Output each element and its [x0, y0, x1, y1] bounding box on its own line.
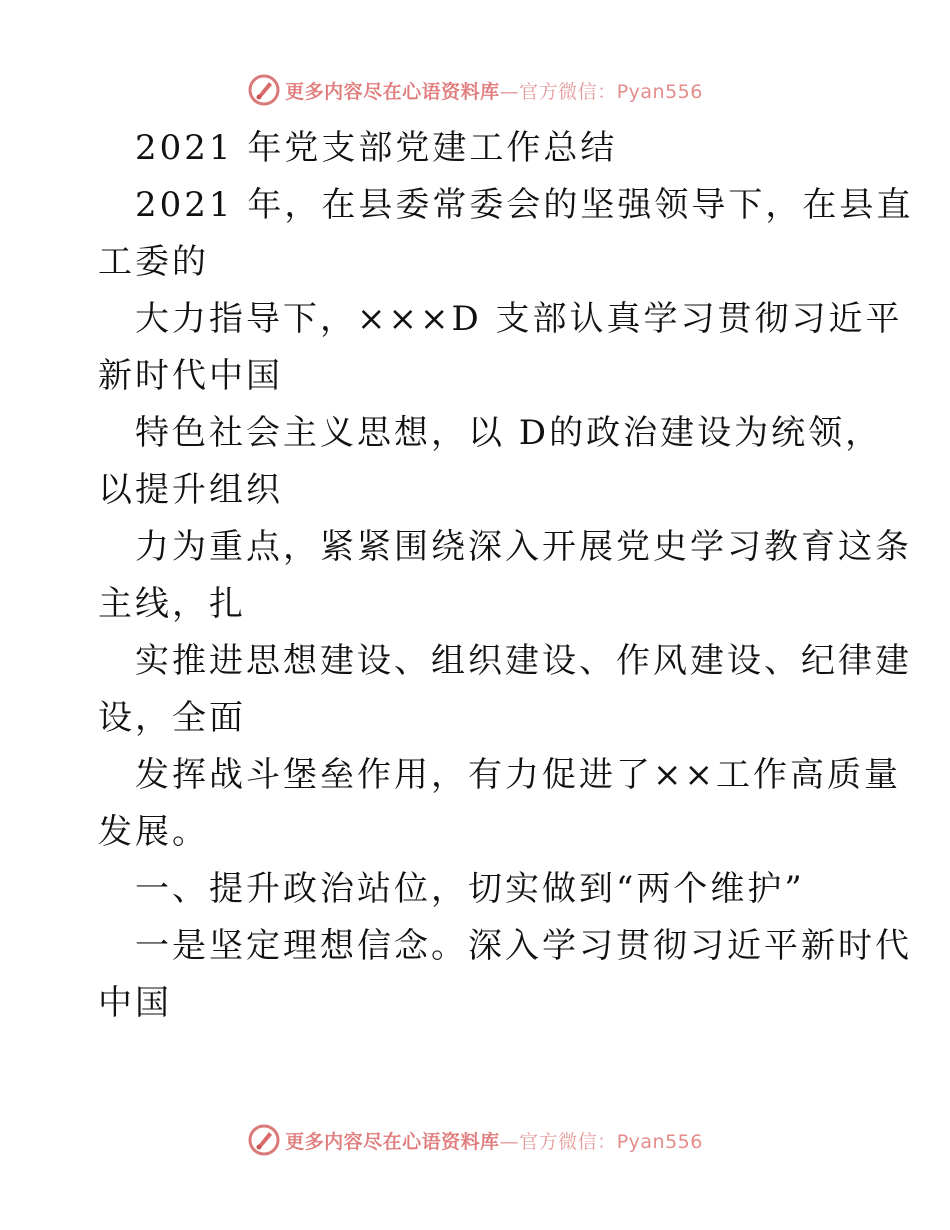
text-line: 一是坚定理想信念。深入学习贯彻习近平新时代 [135, 926, 912, 966]
text-line: 发挥战斗堡垒作用，有力促进了××工作高质量 [135, 755, 901, 795]
watermark-wechat-label: 官方微信： [519, 1130, 617, 1153]
text-line: 中国 [98, 983, 172, 1023]
text-line: 大力指导下，×××D 支部认真学习贯彻习近平 [135, 299, 903, 339]
header-watermark [0, 70, 950, 110]
brand-logo-icon [247, 1123, 281, 1157]
brand-logo-icon [247, 73, 281, 107]
text-line: 新时代中国 [98, 356, 283, 396]
text-line: 特色社会主义思想，以 D的政治建设为统领， [135, 413, 883, 453]
text-line: 力为重点，紧紧围绕深入开展党史学习教育这条 [135, 527, 912, 567]
watermark-dash: — [499, 1130, 520, 1153]
text-line: 主线，扎 [98, 584, 246, 624]
text-line: 一、提升政治站位，切实做到“两个维护” [135, 869, 805, 909]
text-line: 设，全面 [98, 698, 246, 738]
text-line: 发展。 [98, 812, 209, 852]
watermark-wechat-id: Pyan556 [616, 1130, 703, 1153]
text-line: 2021 年，在县委常委会的坚强领导下，在县直 [135, 185, 914, 225]
text-line: 以提升组织 [98, 470, 283, 510]
watermark-wechat-id: Pyan556 [616, 80, 703, 103]
text-line: 工委的 [98, 242, 209, 282]
text-line: 实推进思想建设、组织建设、作风建设、纪律建 [135, 641, 912, 681]
watermark-brand: 更多内容尽在心语资料库 [285, 80, 500, 103]
document-body [98, 120, 914, 1032]
watermark-brand: 更多内容尽在心语资料库 [285, 1130, 500, 1153]
footer-watermark [0, 1120, 950, 1160]
watermark-wechat-label: 官方微信： [519, 80, 617, 103]
watermark-dash: — [499, 80, 520, 103]
text-line: 2021 年党支部党建工作总结 [135, 128, 618, 168]
